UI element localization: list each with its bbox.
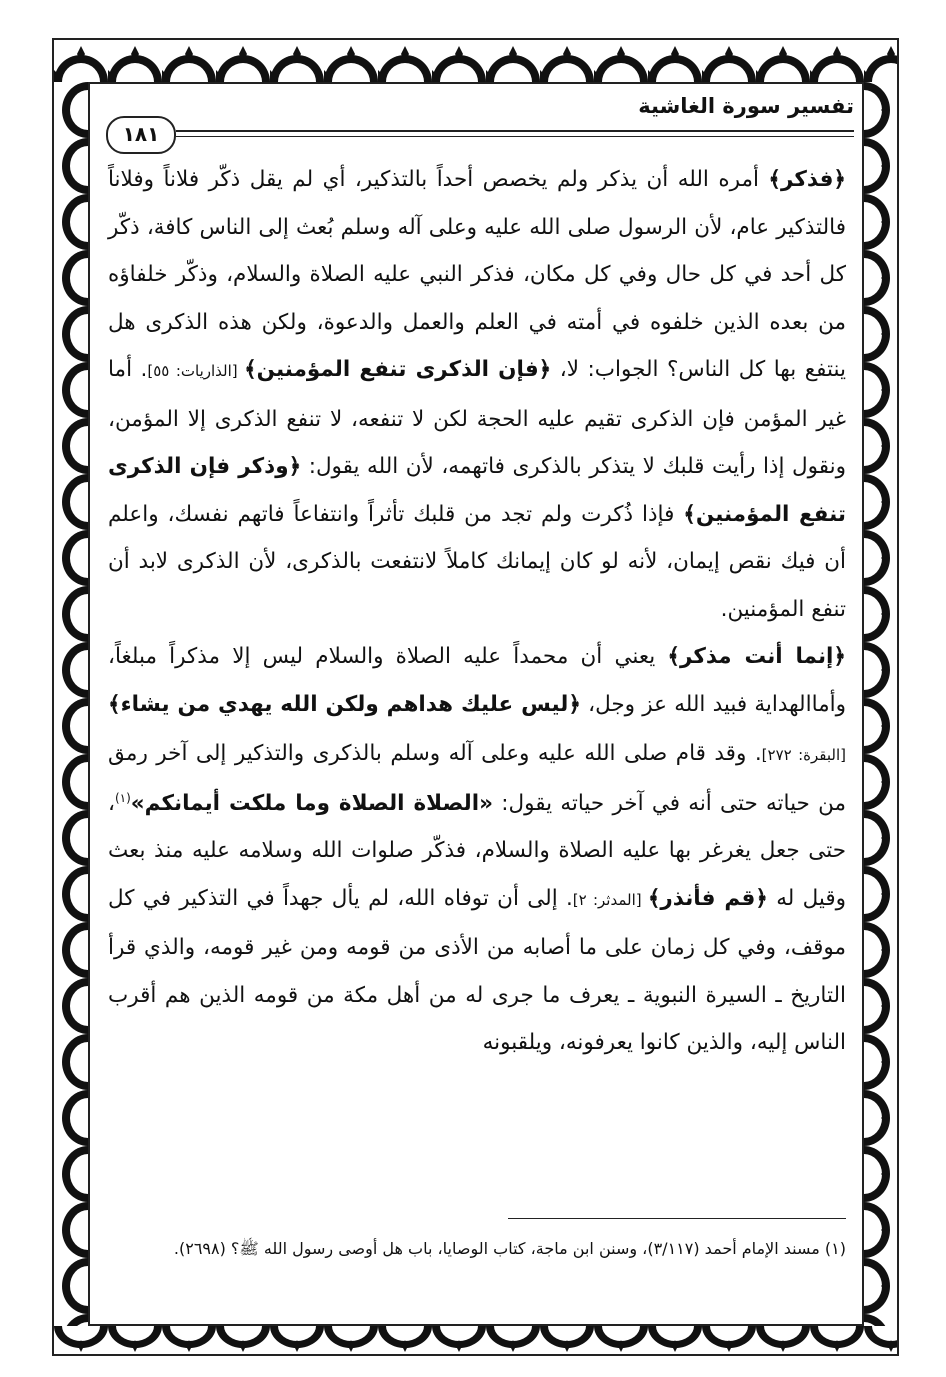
quran-quote: ﴿قم فأنذر﴾ (647, 885, 768, 911)
ornamental-border-left (54, 82, 88, 1326)
verse-reference: [البقرة: ٢٧٢] (761, 746, 846, 764)
quran-quote: ﴿وذكر فإن الذكرى تنفع المؤمنين﴾ (108, 454, 846, 527)
verse-reference: [الذاريات: ٥٥] (147, 362, 245, 380)
body-text (108, 156, 846, 1067)
ornamental-border-bottom (54, 1326, 897, 1354)
quran-quote: ﴿فإن الذكرى تنفع المؤمنين﴾ (244, 357, 552, 382)
paragraph-2 (108, 633, 846, 1067)
text-run: . إلى أن توفاه الله، لم يأل جهداً في التذكير في كل موقف، وفي كل زمان على ما أصابه من الأذى من قومه ومن غير قومه، والذي قرأ التاريخ ـ السيرة النبوية ـ يعرف ما جرى له من أهل مكة من قومه الذين هم أقرب الناس إليه، والذين كانوا يعرفونه، ويلقبونه (108, 885, 846, 1055)
ornamental-border-right (864, 82, 897, 1326)
header-rule (176, 130, 854, 132)
header-title: تفسير سورة الغاشية (638, 94, 854, 118)
running-header (100, 92, 854, 146)
footnote-marker[interactable]: (١) (114, 790, 131, 805)
text-run: يعني أن محمداً عليه الصلاة والسلام ليس إلا مذكراً مبلغاً، وأماالهداية فبيد الله عز وجل، (108, 644, 847, 717)
hadith-quote: «الصلاة الصلاة وما ملكت أيمانكم» (130, 790, 493, 816)
text-run: فإذا ذُكرت ولم تجد من قلبك تأثراً وانتفاعاً فاتهم نفسك، واعلم أن فيك نقص إيمان، لأنه لو كان إيمانك كاملاً لانتفعت بالذكرى، لأن الذكرى لابد أن تنفع المؤمنين. (108, 501, 846, 622)
text-run: . وقد قام صلى الله عليه وعلى آله وسلم بالذكرى والتذكير إلى آخر رمق من حياته حتى أنه في آخر حياته يقول: (108, 741, 846, 816)
paragraph-1 (108, 156, 846, 633)
text-run: . أما غير المؤمن فإن الذكرى تقيم عليه الحجة لكن لا تنفعه، لا تنفع الذكرى إلا المؤمن، ونقول إذا رأيت قلبك لا يتذكر بالذكرى فاتهمه، لأن الله يقول: (108, 357, 846, 479)
text-run: أمره الله أن يذكر ولم يخصص أحداً بالتذكير، أي لم يقل ذكّر فلاناً وفلاناً فالتذكير عام، لأن الرسول صلى الله عليه وعلى آله وسلم بُعث إلى الناس كافة، ذكّر كل أحد في كل حال وفي كل مكان، فذكر النبي عليه الصلاة والسلام، وذكّر خلفاؤه من بعده الذين خلفوه في أمته في العلم والعمل والدعوة، ولكن هذه الذكرى هل ينتفع بها كل الناس؟ الجواب: لا، (108, 167, 846, 382)
quran-quote: ﴿ليس عليك هداهم ولكن الله يهدي من يشاء﴾ (108, 691, 581, 717)
page-number-badge: ١٨١ (106, 116, 176, 154)
footnote-separator (508, 1218, 846, 1219)
footnote: (١) مسند الإمام أحمد (٣/١١٧)، وسنن ابن ماجة، كتاب الوصايا، باب هل أوصى رسول الله ﷺ؟ (٢٦٩٨). (173, 1239, 846, 1258)
quran-quote: ﴿فذكر﴾ (768, 167, 846, 192)
header-rule-thin (176, 136, 854, 137)
quran-quote: ﴿إنما أنت مذكر﴾ (667, 644, 847, 669)
ornamental-border-top (54, 40, 897, 82)
text-run: ، حتى جعل يغرغر بها عليه الصلاة والسلام، فذكّر صلوات الله وسلامه عليه منذ بعث وقيل له (108, 790, 846, 911)
verse-reference: [المدثر: ٢] (572, 890, 648, 909)
